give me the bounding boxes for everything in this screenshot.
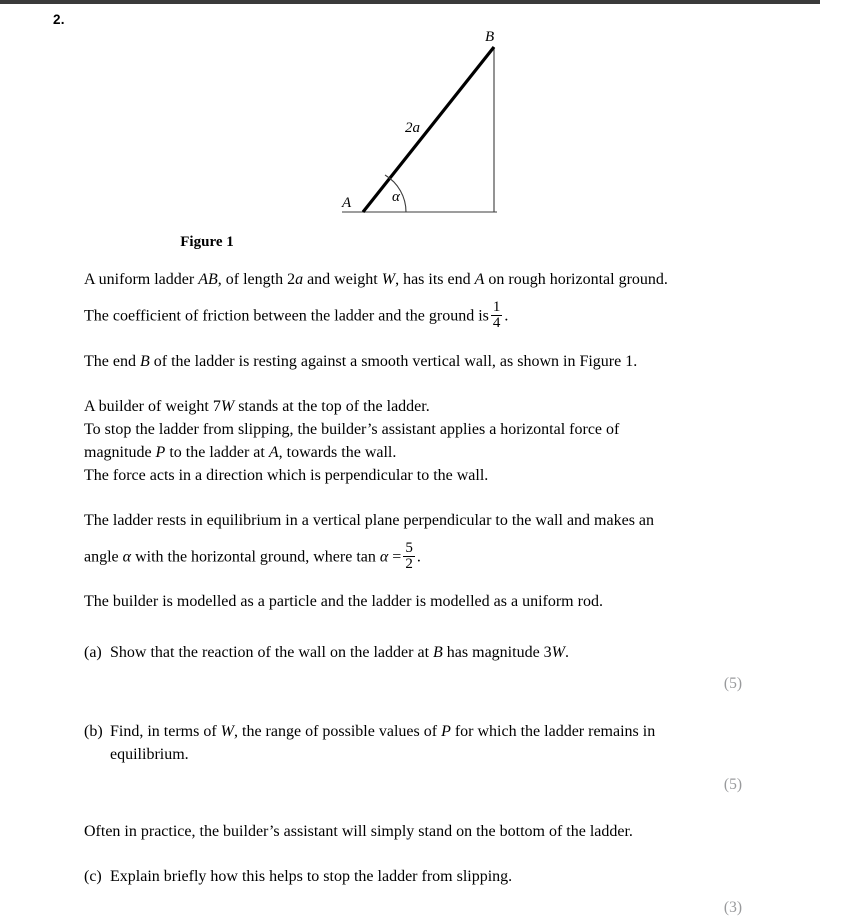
figure-label-length: 2a bbox=[405, 120, 420, 136]
text-fragment: of the ladder is resting against a smooth vertical wall, as shown in Figure 1. bbox=[149, 352, 638, 370]
italic-fragment: B bbox=[433, 644, 443, 662]
text-fragment: . bbox=[416, 548, 421, 566]
part-a bbox=[84, 641, 764, 664]
text-fragment: on rough horizontal ground. bbox=[484, 271, 668, 288]
fraction-numerator: 5 bbox=[405, 539, 413, 556]
text-fragment: , of length 2 bbox=[217, 271, 296, 288]
part-b bbox=[84, 720, 764, 766]
text-fragment: Explain briefly how this helps to stop the ladder from slipping. bbox=[110, 868, 513, 886]
part-b-label: (b) bbox=[84, 722, 103, 740]
part-a-marks: (5) bbox=[723, 675, 742, 693]
italic-fragment: a bbox=[295, 271, 304, 288]
text-fragment: A uniform ladder bbox=[84, 271, 199, 288]
text-fragment: has magnitude 3 bbox=[442, 644, 552, 662]
text-fragment: stands at the top of the ladder. bbox=[234, 397, 430, 415]
text-fragment: . bbox=[504, 307, 509, 325]
part-b-marks: (5) bbox=[723, 775, 742, 793]
statement-line-8: The ladder rests in equilibrium in a vertical plane perpendicular to the wall and makes an bbox=[84, 511, 655, 529]
figure-label-a: A bbox=[342, 195, 352, 211]
italic-fragment: W bbox=[381, 271, 396, 288]
text-fragment: A builder of weight 7 bbox=[84, 397, 221, 415]
fraction-one-quarter bbox=[491, 300, 503, 332]
statement-line-1 bbox=[84, 268, 764, 291]
figure-diagram bbox=[330, 25, 530, 225]
italic-fragment: W bbox=[220, 722, 234, 740]
text-fragment: The end bbox=[84, 352, 140, 370]
italic-fragment: W bbox=[551, 644, 565, 662]
text-fragment: = bbox=[388, 548, 402, 566]
italic-fragment: A bbox=[268, 443, 279, 461]
statement-line-4 bbox=[84, 395, 764, 418]
text-fragment: , the range of possible values of bbox=[234, 722, 442, 740]
fraction-denominator: 4 bbox=[492, 315, 501, 332]
statement-line-9 bbox=[84, 539, 764, 574]
text-fragment: , towards the wall. bbox=[278, 443, 397, 461]
top-page-band bbox=[0, 0, 820, 4]
figure-label-angle: α bbox=[392, 189, 400, 205]
italic-fragment: AB bbox=[198, 271, 218, 288]
text-fragment: for which the ladder remains in bbox=[450, 722, 656, 740]
fraction-five-halves bbox=[403, 541, 415, 573]
statement-line-7: The force acts in a direction which is perpendicular to the wall. bbox=[84, 466, 489, 484]
text-fragment: angle bbox=[84, 548, 123, 566]
text-fragment: Find, in terms of bbox=[110, 722, 221, 740]
question-number: 2. bbox=[53, 12, 65, 27]
text-fragment: with the horizontal ground, where tan bbox=[131, 548, 380, 566]
part-a-label: (a) bbox=[84, 644, 102, 662]
text-fragment: and weight bbox=[303, 271, 382, 288]
statement-line-6 bbox=[84, 441, 764, 464]
fraction-numerator: 1 bbox=[492, 299, 501, 315]
italic-fragment: W bbox=[220, 397, 235, 415]
statement-line-10: The builder is modelled as a particle and the ladder is modelled as a uniform rod. bbox=[84, 593, 603, 611]
ladder-line bbox=[363, 47, 494, 212]
figure-caption: Figure 1 bbox=[180, 234, 234, 250]
italic-fragment: A bbox=[474, 271, 485, 288]
figure-label-b: B bbox=[485, 29, 495, 45]
italic-fragment: P bbox=[441, 722, 451, 740]
italic-fragment: B bbox=[139, 352, 150, 370]
text-fragment: Show that the reaction of the wall on the ladder at bbox=[110, 644, 434, 662]
text-fragment: The coefficient of friction between the ladder and the ground is bbox=[84, 307, 489, 325]
italic-fragment: P bbox=[155, 443, 166, 461]
fraction-denominator: 2 bbox=[405, 555, 413, 572]
statement-line-3 bbox=[84, 350, 764, 373]
italic-fragment: α bbox=[379, 548, 389, 566]
part-c-marks: (3) bbox=[723, 899, 742, 916]
statement-line-2 bbox=[84, 301, 764, 333]
statement-line-5: To stop the ladder from slipping, the builder’s assistant applies a horizontal force of bbox=[84, 420, 620, 438]
text-fragment: , has its end bbox=[395, 271, 475, 288]
text-fragment: magnitude bbox=[84, 443, 156, 461]
statement-line-often: Often in practice, the builder’s assistant will simply stand on the bottom of the ladder. bbox=[84, 823, 633, 841]
question-body bbox=[84, 268, 764, 916]
part-c-label: (c) bbox=[84, 868, 102, 886]
italic-fragment: α bbox=[122, 548, 132, 566]
part-c bbox=[84, 865, 764, 888]
text-fragment: to the ladder at bbox=[165, 443, 269, 461]
text-fragment: . bbox=[565, 644, 569, 662]
part-b-line-2: equilibrium. bbox=[110, 745, 189, 763]
